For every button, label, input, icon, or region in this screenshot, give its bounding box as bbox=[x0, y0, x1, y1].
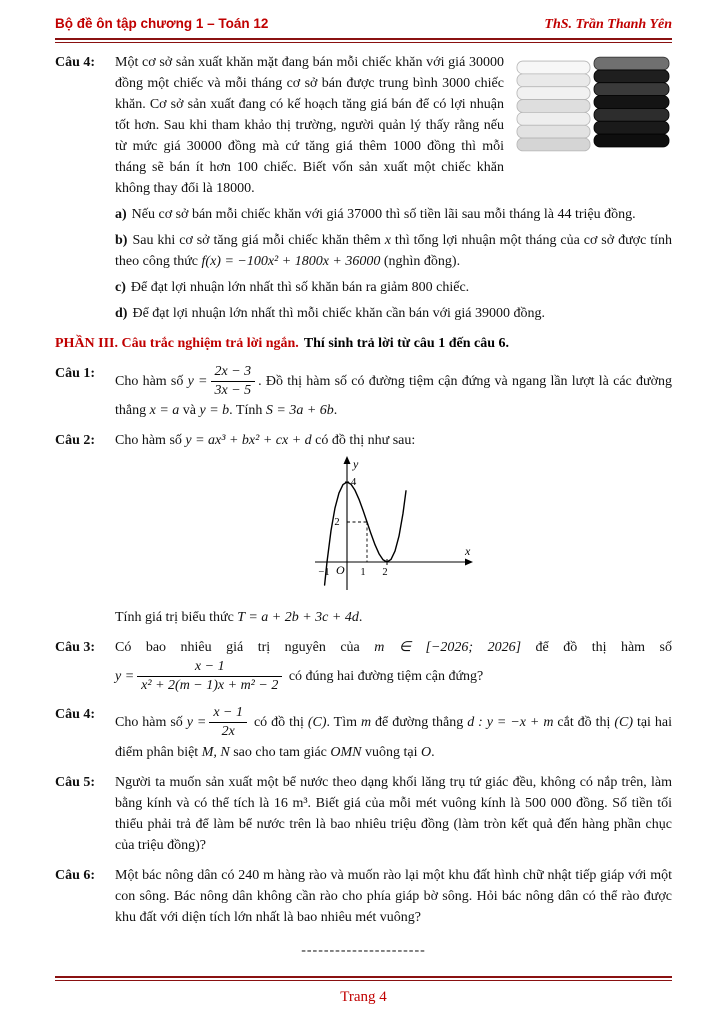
towel bbox=[517, 61, 590, 74]
question-1-text-5: . bbox=[333, 403, 338, 419]
question-part2-4-body bbox=[115, 52, 672, 324]
statement-c-label: c) bbox=[115, 280, 126, 295]
fraction-denominator: x² + 2(m − 1)x + m² − 2 bbox=[141, 678, 279, 694]
question-4-text-7: sao cho tam giác bbox=[229, 744, 331, 760]
part3-heading bbox=[55, 333, 672, 354]
statement-c bbox=[115, 277, 672, 298]
question-4-math-4: (C) bbox=[614, 715, 633, 731]
cubic-graph bbox=[309, 454, 479, 599]
question-3 bbox=[55, 637, 672, 695]
question-part2-4-label: Câu 4: bbox=[55, 55, 96, 70]
cubic-graph-figure bbox=[115, 454, 672, 606]
footer-divider bbox=[55, 976, 672, 981]
towel bbox=[594, 96, 669, 109]
fraction-denominator: 2x bbox=[221, 724, 235, 740]
left-towel-stack bbox=[517, 61, 590, 151]
towel bbox=[594, 57, 669, 70]
question-1-text-4: . Tính bbox=[229, 403, 266, 419]
question-part2-4-text: Một cơ sở sản xuất khăn mặt đang bán mỗi chiếc khăn với giá 30000 đồng một chiếc và mỗi tháng cơ sở bán được trung bình 3000 chiếc khăn. Cơ sở sản xuất đang có kế hoạch tăng giá bán để có lợi nhuận tốt hơn. Sau khi tham khảo thị trường, người quản lý thấy rằng nếu từ mức giá 30000 đồng mà cứ tăng giá thêm 1000 đồng thì mỗi tháng sẽ bán ít hơn 100 chiếc. Biết vốn sản xuất một chiếc khăn không thay đổi là 18000. bbox=[115, 55, 504, 196]
question-4-text-2: có đồ thị bbox=[250, 715, 308, 731]
question-4-text-9: . bbox=[431, 744, 435, 760]
question-2-text-2: có đồ thị như sau: bbox=[311, 433, 416, 449]
graph-tick-xn1: −1 bbox=[317, 567, 330, 579]
statement-a-label: a) bbox=[115, 207, 127, 222]
question-4-body bbox=[115, 704, 672, 762]
graph-tick-x2: 2 bbox=[381, 567, 388, 579]
header-title: Bộ đề ôn tập chương 1 – Toán 12 bbox=[55, 16, 269, 31]
graph-x-label: x bbox=[464, 544, 470, 559]
question-3-math-1: m ∈ [−2026; 2026] bbox=[374, 640, 522, 656]
statement-c-text: Để đạt lợi nhuận lớn nhất thì số khăn bán ra giảm 800 chiếc. bbox=[130, 280, 470, 295]
towel bbox=[594, 70, 669, 83]
question-1-text-2: . Đồ thị hàm số có đường tiệm cận đứng và ngang lần lượt là các đường thẳng bbox=[115, 373, 672, 419]
question-4-text-1: Cho hàm số bbox=[115, 715, 187, 731]
graph-y-label: y bbox=[352, 457, 358, 472]
towel bbox=[517, 100, 590, 113]
statement-b-formula: f(x) = −100x² + 1800x + 36000 bbox=[201, 254, 381, 269]
towels-photo bbox=[514, 55, 672, 154]
question-6 bbox=[55, 865, 672, 928]
question-1-math-2: y = b bbox=[199, 403, 230, 419]
question-2-label: Câu 2: bbox=[55, 433, 96, 449]
towel bbox=[517, 112, 590, 125]
towel bbox=[517, 125, 590, 138]
graph-tick-x1: 1 bbox=[359, 567, 366, 579]
graph-origin-label: O bbox=[335, 563, 345, 578]
statement-b-text-1: Sau khi cơ sở tăng giá mỗi chiếc khăn thêm bbox=[132, 233, 385, 248]
dashed-separator: ---------------------- bbox=[301, 942, 426, 958]
page-header bbox=[55, 14, 672, 35]
page-number: Trang 4 bbox=[340, 988, 387, 1005]
statement-b-label: b) bbox=[115, 233, 128, 248]
question-2 bbox=[55, 430, 672, 628]
question-4-math-1: (C) bbox=[307, 715, 327, 731]
header-divider bbox=[55, 38, 672, 43]
fraction-denominator: 3x − 5 bbox=[214, 383, 252, 399]
question-4-function bbox=[186, 705, 250, 740]
towel bbox=[594, 121, 669, 134]
question-3-function bbox=[115, 659, 285, 694]
question-4-math-3: d : y = −x + m bbox=[467, 715, 554, 731]
question-4-math-2: m bbox=[360, 715, 372, 731]
function-lhs: y = bbox=[186, 715, 207, 731]
function-lhs: y = bbox=[187, 373, 208, 389]
fraction-numerator: x − 1 bbox=[137, 659, 282, 677]
towel bbox=[517, 138, 590, 151]
towel bbox=[594, 134, 669, 147]
question-2-text-1: Cho hàm số bbox=[115, 433, 186, 449]
statement-b-text-3: (nghìn đồng). bbox=[380, 254, 461, 269]
question-4-text-5: cắt đồ thị bbox=[553, 715, 615, 731]
question-2-body bbox=[115, 430, 672, 628]
graph-tick-y4: 4 bbox=[350, 477, 356, 489]
question-5-body bbox=[115, 772, 672, 856]
question-1 bbox=[55, 363, 672, 421]
question-1-math-1: x = a bbox=[149, 403, 180, 419]
towel bbox=[517, 87, 590, 100]
question-6-text: Một bác nông dân có 240 m hàng rào và muốn rào lại một khu đất hình chữ nhật tiếp giáp với một con sông. Bác nông dân không cần rào cho phía giáp bờ sông. Hỏi bác nông dân có thể rào được khu đất với diện tích lớn nhất là bao nhiêu mét vuông? bbox=[115, 867, 672, 925]
question-3-text-2: để đồ thị hàm số bbox=[521, 640, 673, 656]
part3-title: PHẦN III. Câu trắc nghiệm trả lời ngắn. bbox=[55, 336, 299, 351]
question-4-math-6: OMN bbox=[330, 744, 362, 760]
question-3-label: Câu 3: bbox=[55, 640, 96, 656]
question-4-text-3: . Tìm bbox=[326, 715, 361, 731]
question-5-text: Người ta muốn sản xuất một bể nước theo dạng khối lăng trụ tứ giác đều, không có nắp trên, làm bằng kính và có thể tích là 16 m³. Biết giá của mỗi mét vuông kính là 500 000 đồng. Số tiền tối thiểu phải trả để làm bể nước trên là bao nhiêu triệu đồng (làm tròn kết quả đến hàng phần chục của triệu đồng)? bbox=[115, 774, 672, 853]
question-5-label: Câu 5: bbox=[55, 774, 96, 790]
x-axis-arrow bbox=[465, 559, 473, 566]
question-6-body bbox=[115, 865, 672, 928]
question-1-body bbox=[115, 363, 672, 421]
statement-a-text: Nếu cơ sở bán mỗi chiếc khăn với giá 37000 thì số tiền lãi sau mỗi tháng là 44 triệu đồng. bbox=[131, 207, 636, 222]
question-part2-4 bbox=[55, 52, 672, 324]
fraction bbox=[137, 659, 282, 694]
question-1-math-3: S = 3a + 6b bbox=[265, 403, 334, 419]
question-2-formula: y = ax³ + bx² + cx + d bbox=[185, 433, 312, 449]
question-2-text-3: Tính giá trị biểu thức bbox=[115, 610, 238, 626]
question-4-math-5: M, N bbox=[201, 744, 230, 760]
function-lhs: y = bbox=[115, 669, 135, 684]
question-4-text-4: để đường thẳng bbox=[371, 715, 468, 731]
question-5 bbox=[55, 772, 672, 856]
fraction-numerator: 2x − 3 bbox=[211, 364, 256, 382]
question-4 bbox=[55, 704, 672, 762]
statement-d-text: Để đạt lợi nhuận lớn nhất thì mỗi chiếc khăn cần bán với giá 39000 đồng. bbox=[132, 306, 546, 321]
statement-b-text-2: thì tổng lợi nhuận một tháng của cơ sở được tính theo công thức bbox=[115, 233, 672, 269]
right-towel-stack bbox=[594, 57, 669, 147]
fraction bbox=[209, 705, 247, 740]
question-1-function bbox=[187, 364, 259, 399]
towel bbox=[594, 108, 669, 121]
question-1-label: Câu 1: bbox=[55, 366, 96, 381]
question-4-label: Câu 4: bbox=[55, 707, 96, 723]
header-author: ThS. Trần Thanh Yên bbox=[544, 17, 672, 32]
question-4-math-7: O bbox=[421, 744, 432, 760]
fraction bbox=[211, 364, 256, 399]
graph-tick-y2: 2 bbox=[333, 517, 340, 529]
question-3-text-1: Có bao nhiêu giá trị nguyên của bbox=[115, 640, 375, 656]
question-1-text-3: và bbox=[179, 403, 200, 419]
question-1-text-1: Cho hàm số bbox=[115, 373, 188, 389]
y-axis-arrow bbox=[343, 456, 350, 464]
statement-b-variable: x bbox=[384, 233, 391, 248]
question-4-text-8: vuông tại bbox=[361, 744, 422, 760]
question-3-text-3: có đúng hai đường tiệm cận đứng? bbox=[285, 669, 484, 684]
statement-d bbox=[115, 303, 672, 324]
page-footer bbox=[55, 976, 672, 1009]
part3-subtitle: Thí sinh trả lời từ câu 1 đến câu 6. bbox=[303, 336, 509, 351]
statement-b bbox=[115, 230, 672, 272]
fraction-numerator: x − 1 bbox=[209, 705, 247, 723]
question-4-text-6: tại hai điểm phân biệt bbox=[115, 715, 672, 760]
question-3-body bbox=[115, 637, 672, 695]
question-2-tail-formula: T = a + 2b + 3c + 4d bbox=[237, 610, 359, 626]
question-2-text-4: . bbox=[358, 610, 363, 626]
question-6-label: Câu 6: bbox=[55, 867, 96, 883]
towel bbox=[594, 83, 669, 96]
statement-a bbox=[115, 204, 672, 225]
towel bbox=[517, 74, 590, 87]
statement-d-label: d) bbox=[115, 306, 128, 321]
